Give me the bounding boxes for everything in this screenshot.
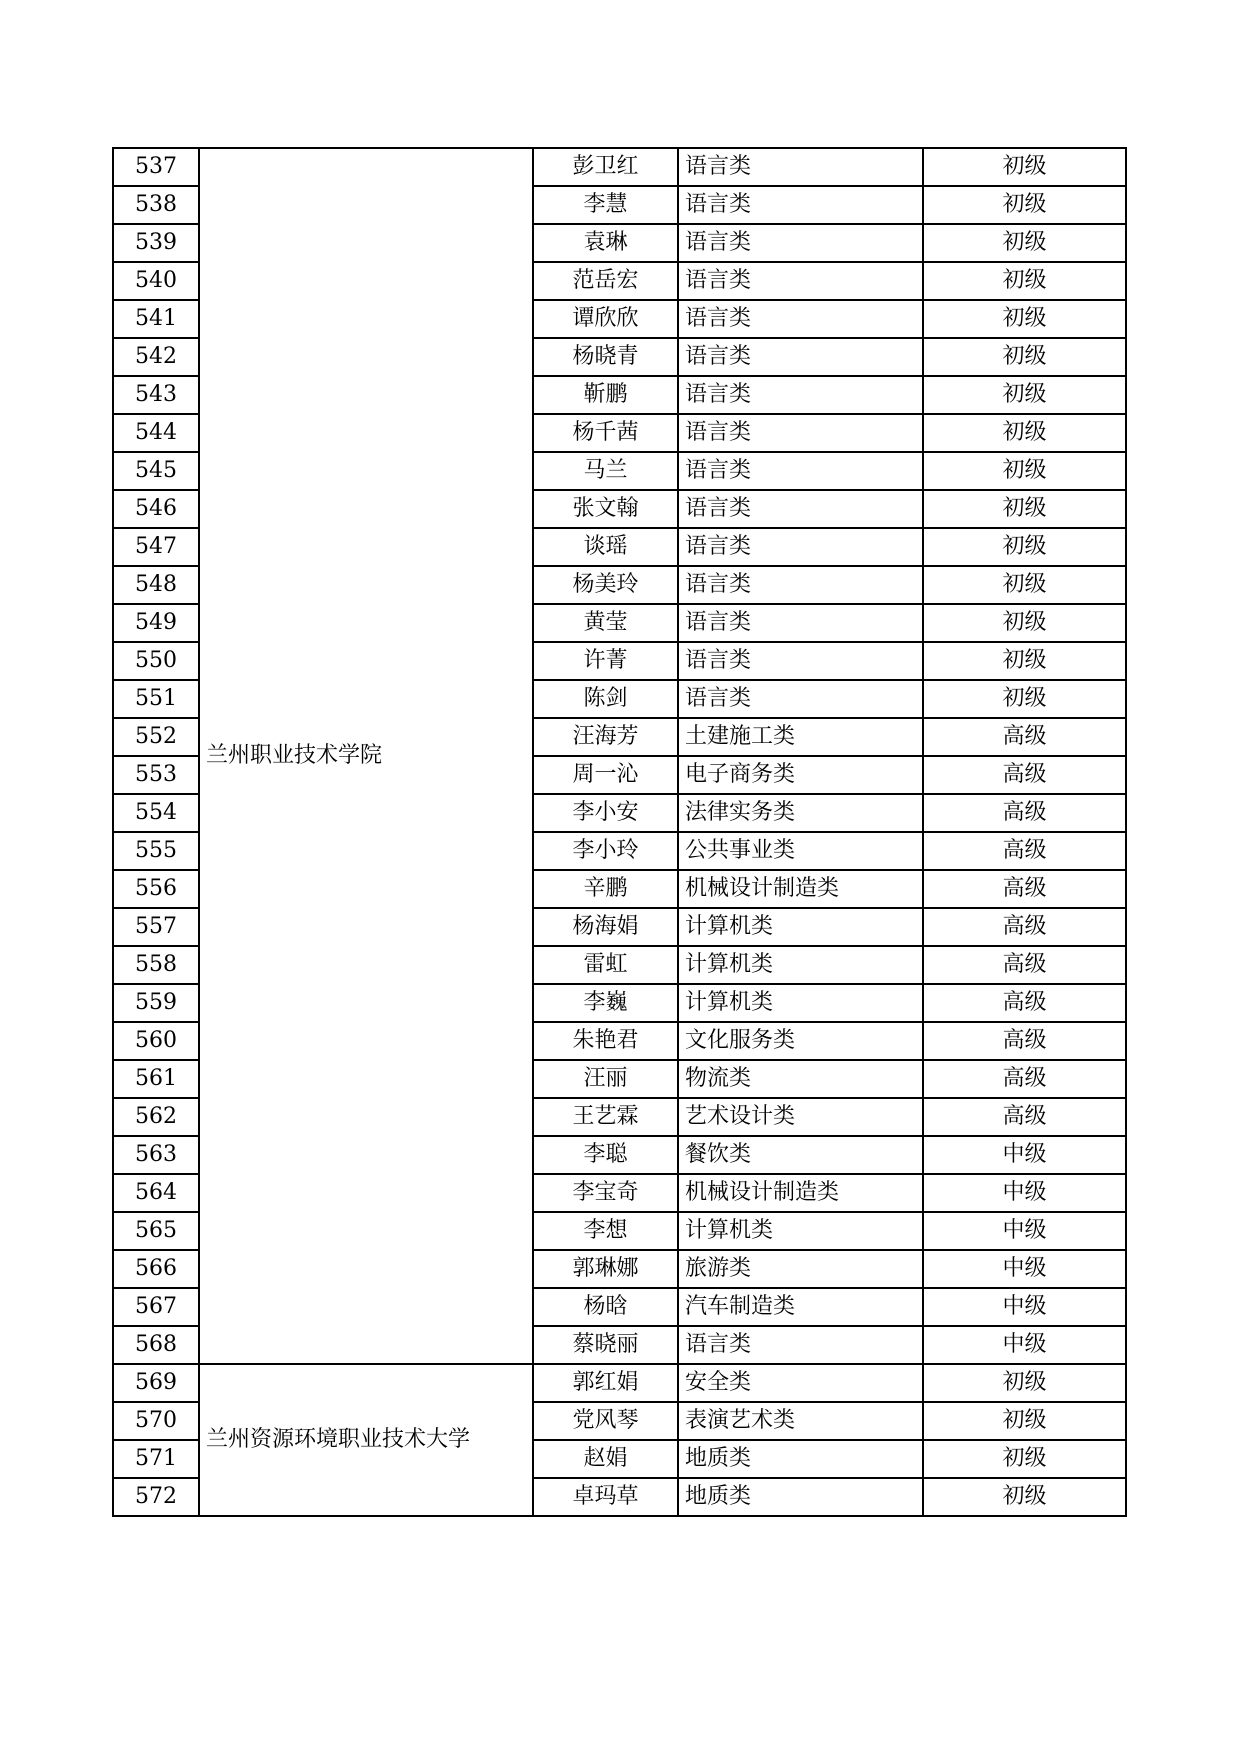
level: 高级 xyxy=(923,1060,1126,1098)
row-number: 551 xyxy=(113,680,199,718)
subject-category: 法律实务类 xyxy=(678,794,923,832)
person-name: 杨晗 xyxy=(533,1288,678,1326)
level: 初级 xyxy=(923,680,1126,718)
subject-category: 表演艺术类 xyxy=(678,1402,923,1440)
level: 初级 xyxy=(923,1364,1126,1402)
person-name: 郭红娟 xyxy=(533,1364,678,1402)
row-number: 552 xyxy=(113,718,199,756)
row-number: 550 xyxy=(113,642,199,680)
row-number: 565 xyxy=(113,1212,199,1250)
row-number: 556 xyxy=(113,870,199,908)
row-number: 546 xyxy=(113,490,199,528)
person-name: 靳鹏 xyxy=(533,376,678,414)
person-name: 杨千茜 xyxy=(533,414,678,452)
subject-category: 语言类 xyxy=(678,148,923,186)
level: 高级 xyxy=(923,946,1126,984)
subject-category: 语言类 xyxy=(678,604,923,642)
level: 初级 xyxy=(923,490,1126,528)
level: 初级 xyxy=(923,414,1126,452)
subject-category: 语言类 xyxy=(678,376,923,414)
level: 初级 xyxy=(923,224,1126,262)
level: 初级 xyxy=(923,642,1126,680)
row-number: 538 xyxy=(113,186,199,224)
person-name: 李巍 xyxy=(533,984,678,1022)
level: 高级 xyxy=(923,756,1126,794)
level: 初级 xyxy=(923,338,1126,376)
person-name: 谭欣欣 xyxy=(533,300,678,338)
subject-category: 语言类 xyxy=(678,528,923,566)
subject-category: 语言类 xyxy=(678,452,923,490)
row-number: 571 xyxy=(113,1440,199,1478)
subject-category: 汽车制造类 xyxy=(678,1288,923,1326)
person-name: 赵娟 xyxy=(533,1440,678,1478)
person-name: 汪丽 xyxy=(533,1060,678,1098)
person-name: 杨晓青 xyxy=(533,338,678,376)
subject-category: 地质类 xyxy=(678,1478,923,1516)
person-name: 郭琳娜 xyxy=(533,1250,678,1288)
level: 初级 xyxy=(923,376,1126,414)
person-name: 雷虹 xyxy=(533,946,678,984)
row-number: 543 xyxy=(113,376,199,414)
row-number: 572 xyxy=(113,1478,199,1516)
subject-category: 语言类 xyxy=(678,300,923,338)
subject-category: 机械设计制造类 xyxy=(678,1174,923,1212)
row-number: 563 xyxy=(113,1136,199,1174)
person-name: 谈瑶 xyxy=(533,528,678,566)
level: 中级 xyxy=(923,1136,1126,1174)
person-name: 李慧 xyxy=(533,186,678,224)
subject-category: 文化服务类 xyxy=(678,1022,923,1060)
level: 初级 xyxy=(923,1402,1126,1440)
row-number: 537 xyxy=(113,148,199,186)
level: 中级 xyxy=(923,1212,1126,1250)
row-number: 547 xyxy=(113,528,199,566)
subject-category: 语言类 xyxy=(678,262,923,300)
person-name: 李宝奇 xyxy=(533,1174,678,1212)
level: 高级 xyxy=(923,870,1126,908)
subject-category: 土建施工类 xyxy=(678,718,923,756)
row-number: 561 xyxy=(113,1060,199,1098)
subject-category: 艺术设计类 xyxy=(678,1098,923,1136)
subject-category: 公共事业类 xyxy=(678,832,923,870)
level: 高级 xyxy=(923,908,1126,946)
row-number: 568 xyxy=(113,1326,199,1364)
row-number: 570 xyxy=(113,1402,199,1440)
person-name: 蔡晓丽 xyxy=(533,1326,678,1364)
subject-category: 物流类 xyxy=(678,1060,923,1098)
row-number: 554 xyxy=(113,794,199,832)
subject-category: 语言类 xyxy=(678,490,923,528)
person-name: 王艺霖 xyxy=(533,1098,678,1136)
row-number: 548 xyxy=(113,566,199,604)
row-number: 542 xyxy=(113,338,199,376)
level: 高级 xyxy=(923,794,1126,832)
person-name: 李小安 xyxy=(533,794,678,832)
person-name: 范岳宏 xyxy=(533,262,678,300)
subject-category: 语言类 xyxy=(678,642,923,680)
level: 初级 xyxy=(923,262,1126,300)
school-name: 兰州资源环境职业技术大学 xyxy=(199,1364,533,1516)
subject-category: 语言类 xyxy=(678,338,923,376)
level: 高级 xyxy=(923,1098,1126,1136)
row-number: 549 xyxy=(113,604,199,642)
level: 初级 xyxy=(923,604,1126,642)
row-number: 567 xyxy=(113,1288,199,1326)
row-number: 557 xyxy=(113,908,199,946)
person-name: 党风琴 xyxy=(533,1402,678,1440)
subject-category: 语言类 xyxy=(678,224,923,262)
row-number: 559 xyxy=(113,984,199,1022)
subject-category: 电子商务类 xyxy=(678,756,923,794)
subject-category: 机械设计制造类 xyxy=(678,870,923,908)
row-number: 553 xyxy=(113,756,199,794)
level: 中级 xyxy=(923,1250,1126,1288)
level: 初级 xyxy=(923,1440,1126,1478)
person-name: 袁琳 xyxy=(533,224,678,262)
row-number: 539 xyxy=(113,224,199,262)
subject-category: 计算机类 xyxy=(678,908,923,946)
row-number: 562 xyxy=(113,1098,199,1136)
person-name: 杨海娟 xyxy=(533,908,678,946)
subject-category: 语言类 xyxy=(678,680,923,718)
person-name: 陈剑 xyxy=(533,680,678,718)
subject-category: 计算机类 xyxy=(678,946,923,984)
level: 高级 xyxy=(923,832,1126,870)
subject-category: 计算机类 xyxy=(678,984,923,1022)
person-name: 李小玲 xyxy=(533,832,678,870)
level: 中级 xyxy=(923,1288,1126,1326)
row-number: 560 xyxy=(113,1022,199,1060)
roster-table xyxy=(112,147,1127,1517)
subject-category: 安全类 xyxy=(678,1364,923,1402)
subject-category: 语言类 xyxy=(678,1326,923,1364)
level: 初级 xyxy=(923,528,1126,566)
row-number: 545 xyxy=(113,452,199,490)
person-name: 汪海芳 xyxy=(533,718,678,756)
person-name: 彭卫红 xyxy=(533,148,678,186)
subject-category: 语言类 xyxy=(678,186,923,224)
school-name: 兰州职业技术学院 xyxy=(199,148,533,1364)
level: 初级 xyxy=(923,1478,1126,1516)
row-number: 541 xyxy=(113,300,199,338)
subject-category: 餐饮类 xyxy=(678,1136,923,1174)
row-number: 566 xyxy=(113,1250,199,1288)
subject-category: 语言类 xyxy=(678,566,923,604)
person-name: 马兰 xyxy=(533,452,678,490)
level: 初级 xyxy=(923,566,1126,604)
row-number: 569 xyxy=(113,1364,199,1402)
level: 高级 xyxy=(923,984,1126,1022)
person-name: 卓玛草 xyxy=(533,1478,678,1516)
subject-category: 语言类 xyxy=(678,414,923,452)
row-number: 555 xyxy=(113,832,199,870)
person-name: 李想 xyxy=(533,1212,678,1250)
level: 中级 xyxy=(923,1174,1126,1212)
level: 初级 xyxy=(923,452,1126,490)
person-name: 黄莹 xyxy=(533,604,678,642)
row-number: 544 xyxy=(113,414,199,452)
table-row xyxy=(113,1364,1126,1402)
person-name: 张文翰 xyxy=(533,490,678,528)
level: 高级 xyxy=(923,1022,1126,1060)
person-name: 周一沁 xyxy=(533,756,678,794)
level: 初级 xyxy=(923,300,1126,338)
row-number: 540 xyxy=(113,262,199,300)
row-number: 564 xyxy=(113,1174,199,1212)
person-name: 辛鹏 xyxy=(533,870,678,908)
person-name: 杨美玲 xyxy=(533,566,678,604)
person-name: 李聪 xyxy=(533,1136,678,1174)
subject-category: 旅游类 xyxy=(678,1250,923,1288)
level: 中级 xyxy=(923,1326,1126,1364)
subject-category: 计算机类 xyxy=(678,1212,923,1250)
level: 初级 xyxy=(923,148,1126,186)
level: 高级 xyxy=(923,718,1126,756)
level: 初级 xyxy=(923,186,1126,224)
person-name: 朱艳君 xyxy=(533,1022,678,1060)
person-name: 许菁 xyxy=(533,642,678,680)
row-number: 558 xyxy=(113,946,199,984)
roster-body xyxy=(113,148,1126,1516)
table-row xyxy=(113,148,1126,186)
subject-category: 地质类 xyxy=(678,1440,923,1478)
